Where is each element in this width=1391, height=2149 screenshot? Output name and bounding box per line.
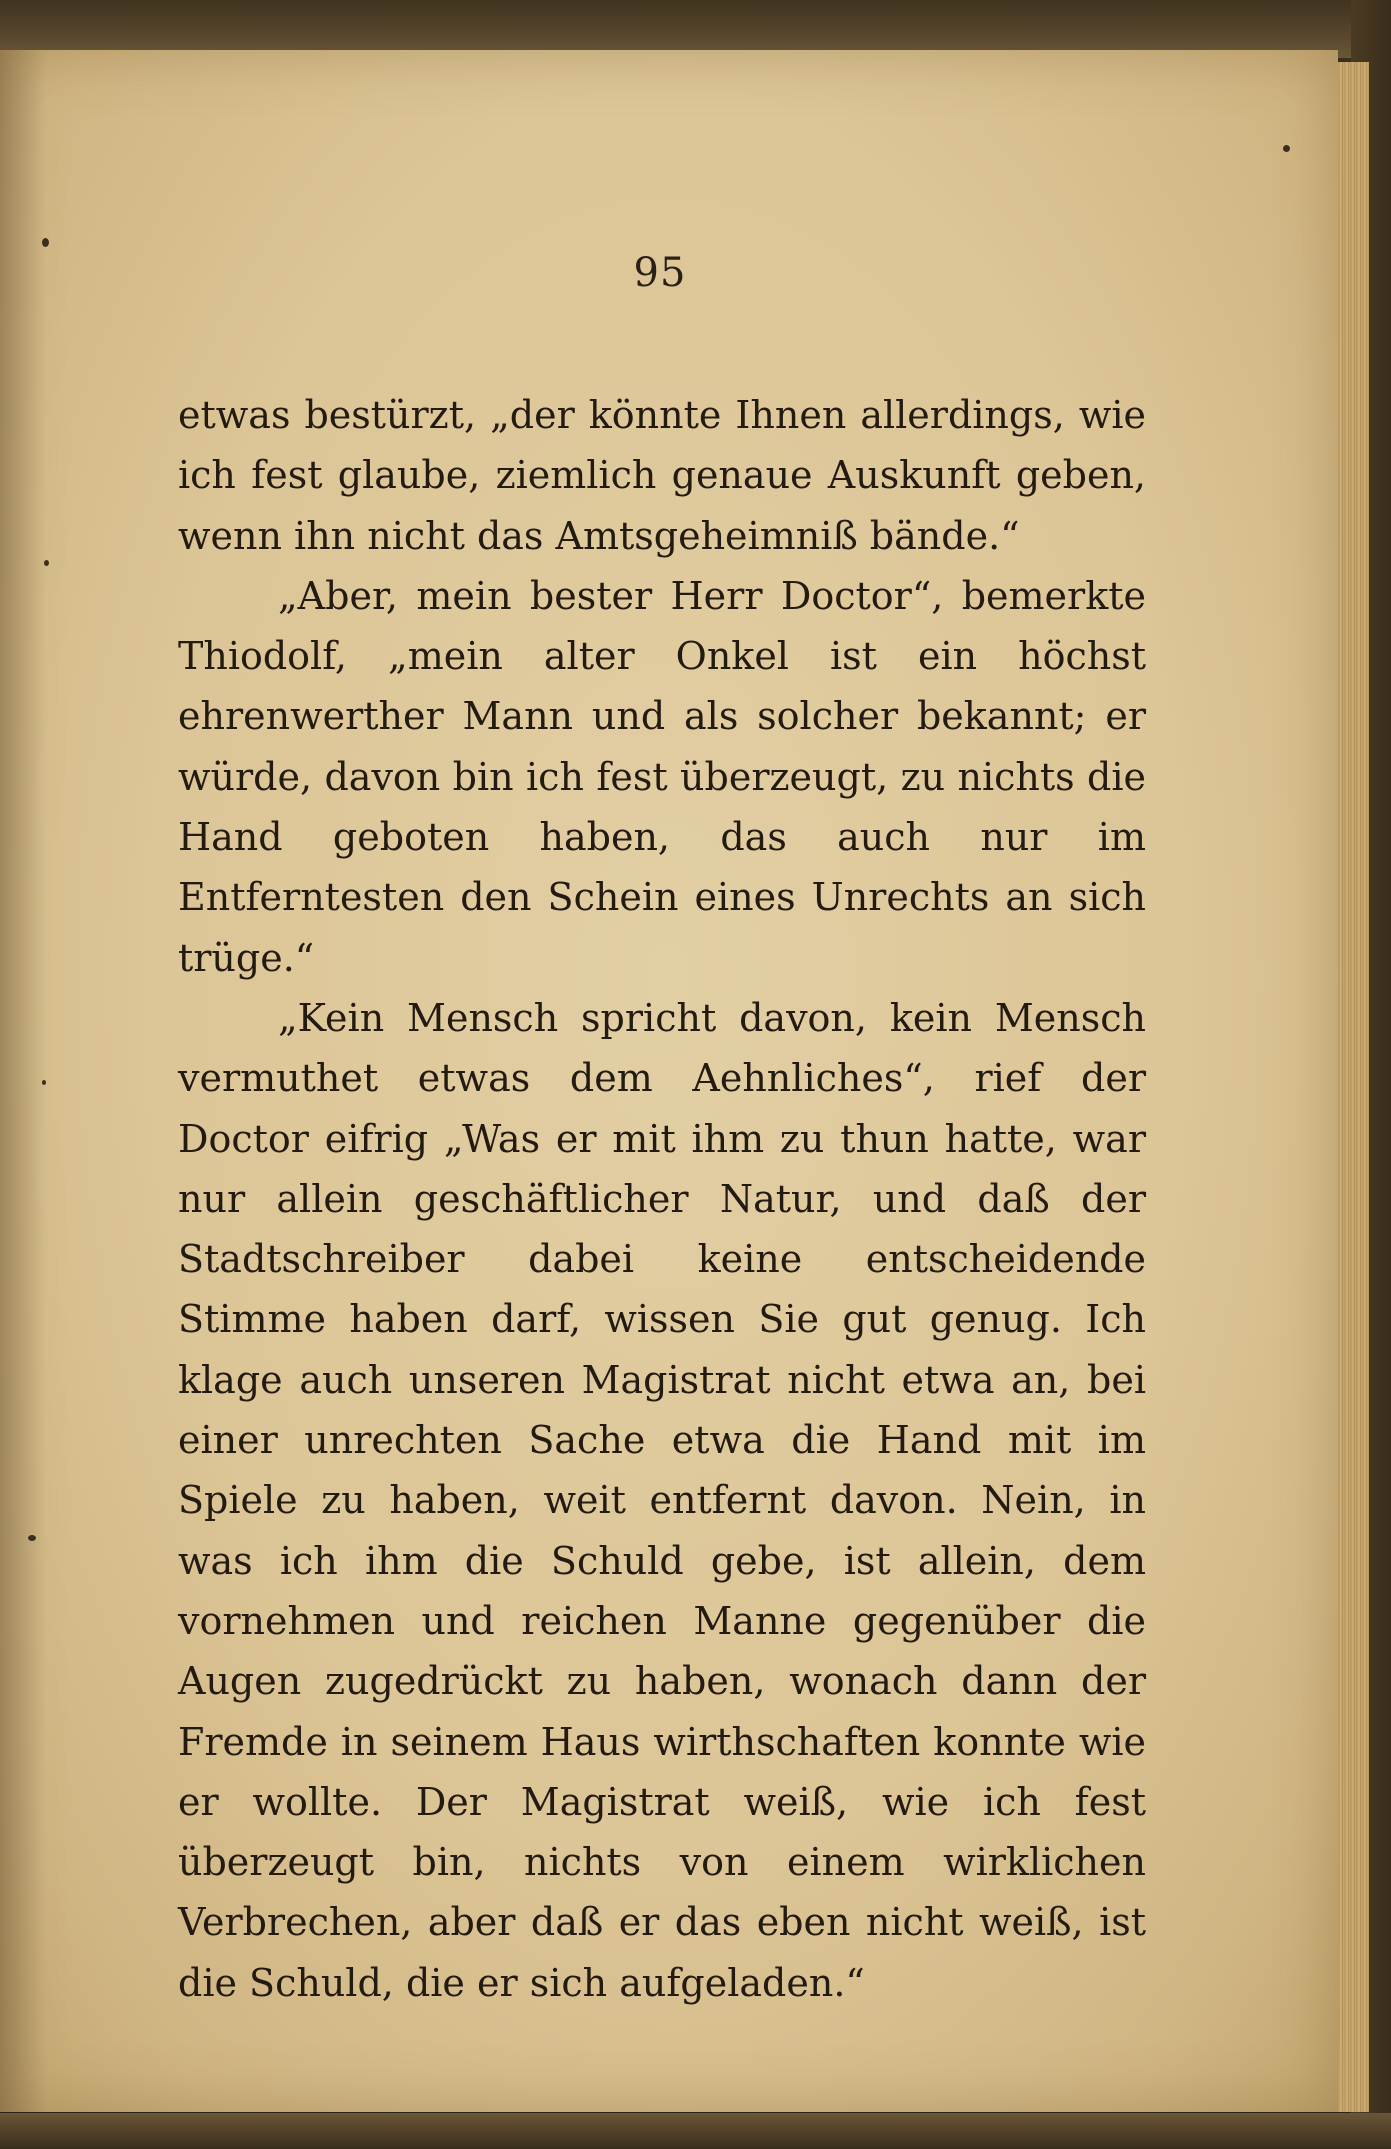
paper-page	[0, 50, 1338, 2112]
margin-speck	[42, 1080, 46, 1085]
paragraph-2: „Aber, mein bester Herr Doctor“, bemerkte Thiodolf, „mein alter Onkel ist ein höchst ehrenwerther Mann und als solcher bekannt; er würde, davon bin ich fest überzeugt, zu nichts die Hand geboten haben, das auch nur im Entferntesten den Schein eines Unrechts an sich trüge.“	[178, 573, 1146, 980]
margin-speck	[28, 1535, 36, 1541]
paragraph-3: „Kein Mensch spricht davon, kein Mensch vermuthet etwas dem Aehnliches“, rief der Doctor eifrig „Was er mit ihm zu thun hatte, war nur allein geschäftlicher Natur, und daß der Stadtschreiber dabei keine entscheidende Stimme haben darf, wissen Sie gut genug. Ich klage auch unseren Magistrat nicht etwa an, bei einer unrechten Sache etwa die Hand mit im Spiele zu haben, weit entfernt davon. Nein, in was ich ihm die Schuld gebe, ist allein, dem vornehmen und reichen Manne gegenüber die Augen zugedrückt zu haben, wonach dann der Fremde in seinem Haus wirthschaften konnte wie er wollte. Der Magistrat weiß, wie ich fest überzeugt bin, nichts von einem wirklichen Verbrechen, aber daß er das eben nicht weiß, ist die Schuld, die er sich aufgeladen.“	[178, 995, 1146, 2005]
margin-speck	[44, 560, 49, 566]
page-number: 95	[633, 250, 687, 296]
margin-speck	[42, 238, 49, 247]
margin-speck	[1283, 145, 1290, 152]
body-text	[178, 385, 1146, 2013]
book-cover-bottom-edge	[0, 2113, 1391, 2149]
paragraph-1: etwas bestürzt, „der könnte Ihnen allerdings, wie ich fest glaube, ziemlich genaue Auskunft geben, wenn ihn nicht das Amtsgeheimniß bände.“	[178, 393, 1146, 558]
